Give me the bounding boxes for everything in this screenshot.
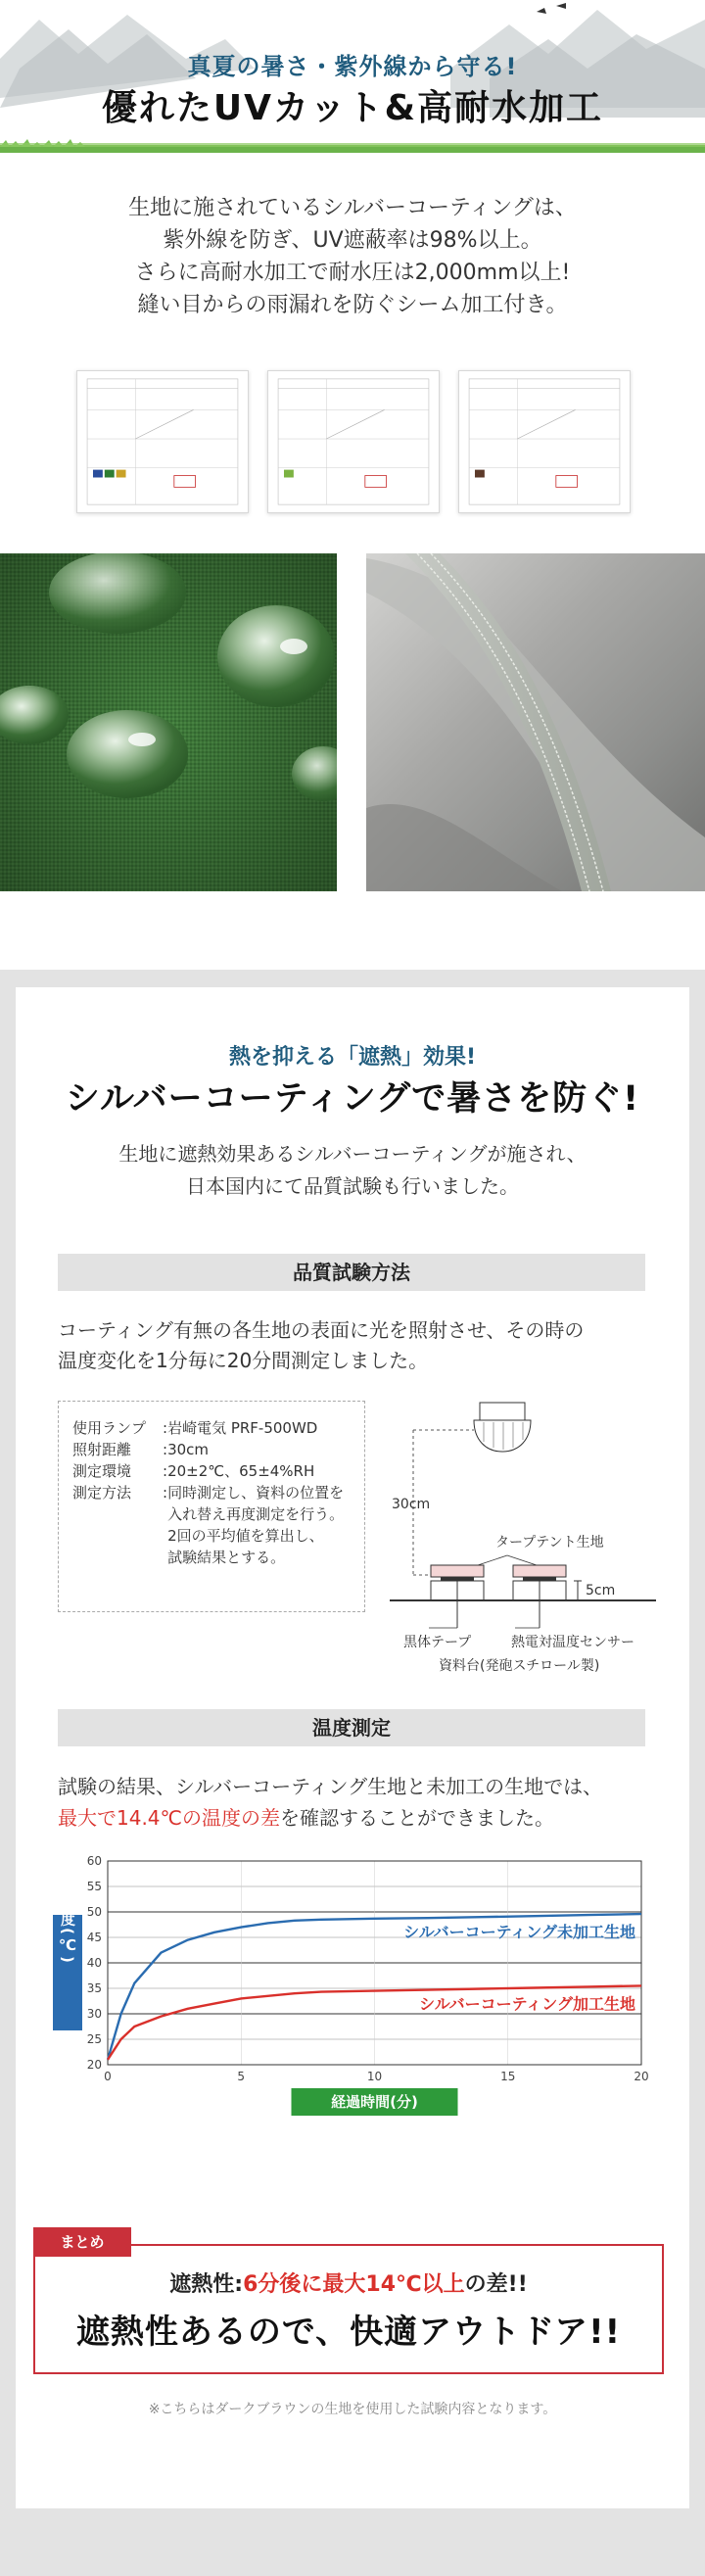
intro-line: 生地に施されているシルバーコーティングは、 (128, 196, 577, 220)
heat-description (0, 1138, 705, 1203)
y-tick-label: 50 (86, 1905, 102, 1919)
heat-title: シルバーコーティングで暑さを防ぐ! (65, 1079, 640, 1119)
intro-line: さらに高耐水加工で耐水圧は2,000mm以上! (134, 261, 571, 285)
test-setup-diagram (390, 1401, 656, 1675)
method-desc-line: 温度変化を1分毎に20分間測定しました。 (58, 1349, 429, 1372)
x-tick-label: 5 (237, 2070, 246, 2083)
spec-value: 岩崎電気 PRF-500WD (167, 1419, 318, 1437)
y-tick-label: 25 (86, 2032, 102, 2046)
result-line: 試験の結果、シルバーコーティング生地と未加工の生地では、 (58, 1775, 603, 1798)
fabric-photos (0, 553, 705, 891)
sensor-label: 熱電対温度センサー (511, 1635, 634, 1650)
y-tick-label: 40 (86, 1956, 102, 1970)
hero-subtitle: 真夏の暑さ・紫外線から守る! (187, 53, 518, 80)
distance-label: 30cm (392, 1497, 431, 1512)
result-tail: を確認することができました。 (280, 1806, 554, 1830)
test-report-thumbnails (76, 370, 631, 513)
x-tick-label: 0 (104, 2070, 112, 2083)
method-description (58, 1315, 655, 1376)
x-tick-label: 10 (366, 2070, 383, 2083)
sample-right (513, 1565, 566, 1628)
spec-key: 照射距離 (72, 1441, 132, 1458)
method-heading: 品質試験方法 (58, 1254, 645, 1291)
y-tick-label: 45 (86, 1931, 102, 1944)
heat-desc-line: 日本国内にて品質試験も行いました。 (186, 1174, 519, 1198)
summary-line-2: 遮熱性あるので、快適アウトドア!! (75, 2313, 622, 2352)
intro-text (0, 192, 705, 321)
x-tick-label: 15 (500, 2070, 516, 2083)
summary-badge: まとめ (33, 2227, 131, 2257)
intro-line: 縫い目からの雨漏れを防ぐシーム加工付き。 (137, 293, 568, 317)
series-label-2: シルバーコーティング加工生地 (419, 1994, 635, 2014)
base-label: 資料台(発砲スチロール製) (439, 1658, 600, 1674)
result-description (58, 1771, 665, 1834)
test-report-document-2 (267, 370, 440, 513)
water-droplets-photo (0, 553, 337, 891)
sample-left (431, 1565, 484, 1628)
intro-line: 紫外線を防ぎ、UV遮蔽率は98%以上。 (163, 228, 542, 253)
temperature-chart (39, 1849, 666, 2111)
spec-value: 2回の平均値を算出し、 (167, 1527, 324, 1545)
summary-highlight: 6分後に最大14℃以上 (243, 2272, 465, 2297)
hero-header (0, 0, 705, 157)
y-tick-label: 30 (86, 2007, 102, 2021)
y-tick-label: 60 (86, 1854, 102, 1868)
heat-desc-line: 生地に遮熱効果あるシルバーコーティングが施され、 (118, 1142, 587, 1166)
lamp-icon (474, 1403, 531, 1452)
summary-prefix: 遮熱性: (169, 2272, 244, 2297)
spec-value: 入れ替え再度測定を行う。 (167, 1505, 345, 1523)
y-axis-label: 温度(℃) (59, 1894, 76, 1965)
y-tick-label: 55 (86, 1880, 102, 1893)
heat-subtitle: 熱を抑える「遮熱」効果! (228, 1045, 477, 1070)
measure-heading: 温度測定 (58, 1709, 645, 1746)
summary-suffix: の差!! (464, 2272, 528, 2297)
result-highlight: 最大で14.4℃の温度の差 (58, 1806, 280, 1830)
test-spec-box (58, 1401, 365, 1612)
gap-label: 5cm (586, 1583, 616, 1598)
fabric-label: タープテント生地 (495, 1535, 604, 1550)
y-tick-label: 35 (86, 1981, 102, 1995)
x-axis-label: 経過時間(分) (331, 2093, 418, 2111)
spec-value: 同時測定し、資料の位置を (167, 1484, 345, 1502)
test-report-document-1 (76, 370, 249, 513)
spec-row-method: 測定方法 : 同時測定し、資料の位置を 入れ替え再度測定を行う。 2回の平均値を算出し、 試験結果とする。 (72, 1482, 354, 1568)
footnote: ※こちらはダークブラウンの生地を使用した試験内容となります。 (148, 2402, 557, 2417)
summary-line-1 (33, 2267, 664, 2298)
spec-row-environment: 測定環境 : 20±2℃、65±4%RH (72, 1460, 354, 1482)
hero-title: 優れたUVカット&高耐水加工 (101, 88, 604, 128)
spec-value: 試験結果とする。 (167, 1549, 286, 1566)
spec-key: 測定方法 (72, 1484, 132, 1502)
x-tick-label: 20 (634, 2070, 649, 2083)
series-label-1: シルバーコーティング未加工生地 (403, 1923, 635, 1942)
result-line-2 (58, 1802, 665, 1834)
spec-value: 30cm (167, 1441, 210, 1458)
seam-photo (366, 553, 705, 891)
spec-row-lamp: 使用ランプ : 岩崎電気 PRF-500WD (72, 1417, 354, 1439)
spec-key: 使用ランプ (72, 1419, 147, 1437)
y-tick-label: 20 (86, 2058, 102, 2072)
spec-key: 測定環境 (72, 1462, 132, 1480)
spec-value: 20±2℃、65±4%RH (167, 1462, 315, 1480)
method-desc-line: コーティング有無の各生地の表面に光を照射させ、その時の (58, 1318, 585, 1342)
black-tape-label: 黒体テープ (403, 1635, 472, 1650)
test-report-document-3 (458, 370, 631, 513)
grass-decoration-icon (0, 139, 705, 153)
spec-row-distance: 照射距離 : 30cm (72, 1439, 354, 1460)
